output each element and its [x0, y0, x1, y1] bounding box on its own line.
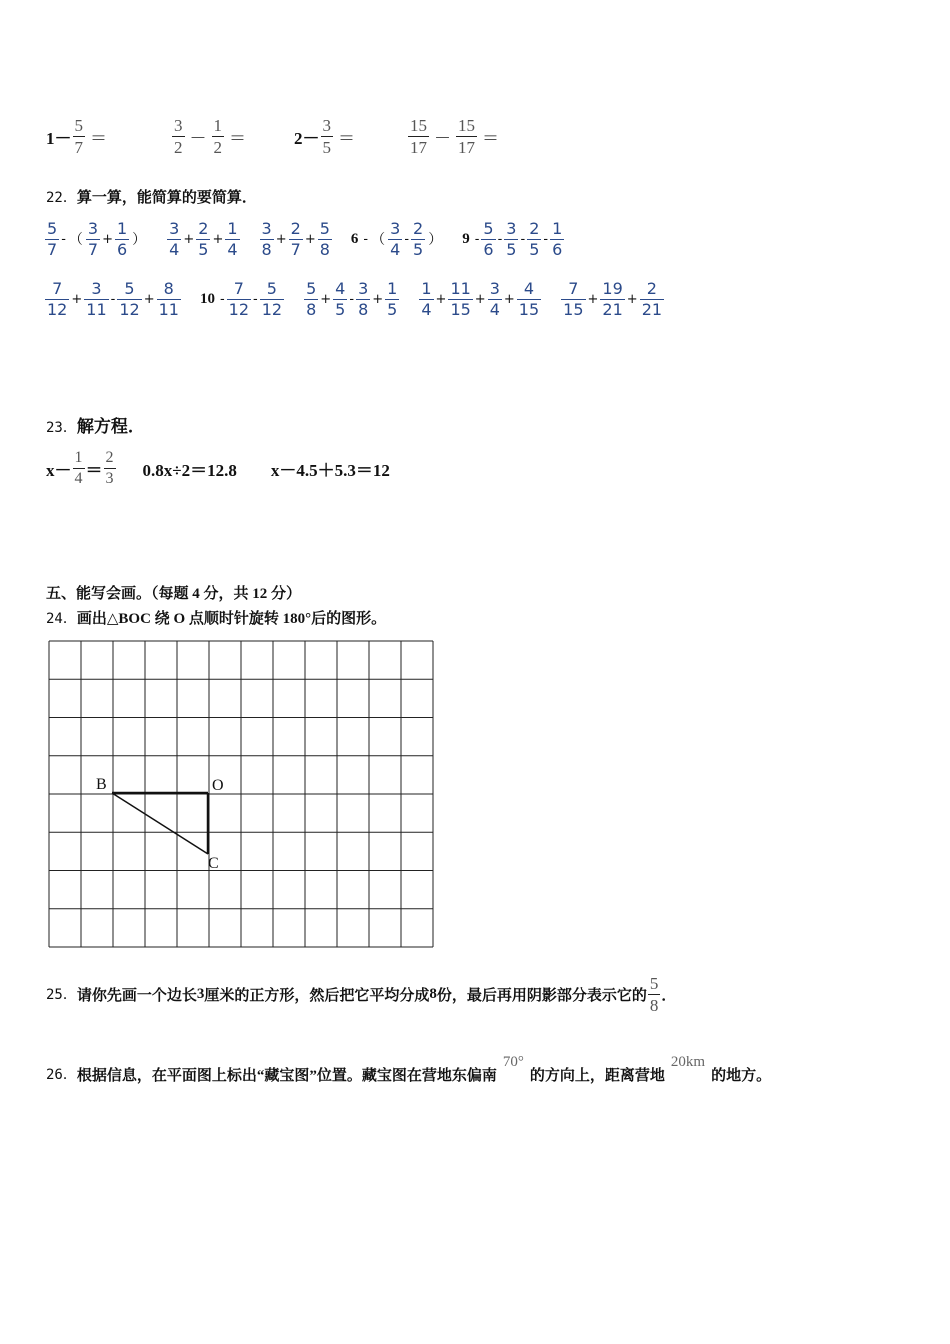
equation-1: x－ $\frac{1}{4}$ ＝ $\frac{2}{3}$: [46, 448, 114, 487]
fraction: $\frac{7}{15}$: [563, 278, 584, 319]
q21-expr-1: 1－ $\frac{5}{7}$ ＝: [46, 115, 107, 157]
fraction: $\frac{2}{3}$: [105, 448, 114, 487]
q26-line: 26． 根据信息，在平面图上标出“藏宝图”位置。藏宝图在营地东偏南 70° 的方向上，距离营地 20km 的地方。: [46, 1053, 772, 1084]
fraction: $\frac{2}{21}$: [641, 278, 663, 319]
fraction: $\frac{4}{15}$: [518, 278, 540, 319]
fraction: $\frac{1}{6}$: [552, 218, 563, 259]
fraction: $\frac{1}{6}$: [116, 218, 128, 259]
q21-expr-1-lead: 1－: [46, 128, 72, 148]
equation-3: x－4.5＋5.3＝12: [270, 460, 390, 480]
fraction: $\frac{7}{12}$: [47, 278, 68, 319]
label-o: O: [212, 777, 224, 794]
q25-line: 25． 请你先画一个边长 3 厘米的正方形，然后把它平均分成 8 份，最后再用阴影部分表示它的 $\frac{5}{8}$ ．: [46, 973, 677, 1015]
fraction: $\frac{5}{6}$: [483, 218, 494, 259]
fraction: $\frac{1}{2}$: [213, 115, 222, 157]
q22-row-2: $\frac{7}{12}$ + $\frac{3}{11}$ - $\frac{5}{12}$ + $\frac{8}{11}$ 10 - $\frac{7}{12}$ - $\frac{5}{12}$ $\frac{5}{8}$ + $\frac{4}{5}$ - $\frac{3}{8}$ + $\frac{1}{5}$ $\frac{1}{4}$ + $\frac{11}{15}$ + $\frac{3}{4}$ + $\frac{4}{15}$ $\frac{7}{15}$ + $\frac{19}{21}$ + $\frac{2}{21}$: [47, 278, 663, 319]
q21-expr-4: $\frac{15}{17}$ － $\frac{15}{17}$ ＝: [410, 115, 499, 157]
fraction: $\frac{2}{5}$: [529, 218, 540, 259]
q23-heading: 23．解方程．: [46, 417, 145, 436]
fraction: $\frac{3}{8}$: [358, 278, 369, 319]
fraction: $\frac{1}{5}$: [387, 278, 398, 319]
equation-2: 0.8x÷2＝12.8: [142, 460, 237, 480]
segment-bc: [112, 793, 208, 854]
label-c: C: [208, 855, 219, 872]
q21-expr-2: $\frac{3}{2}$ － $\frac{1}{2}$ ＝: [174, 115, 246, 157]
fraction: $\frac{5}{7}$: [47, 218, 58, 259]
fraction: $\frac{3}{2}$: [174, 115, 183, 157]
fraction: $\frac{2}{5}$: [198, 218, 209, 259]
label-b: B: [96, 776, 107, 793]
fraction: $\frac{5}{8}$: [649, 973, 659, 1015]
fraction: $\frac{15}{17}$: [458, 115, 475, 157]
q22-heading: 22．算一算，能简算的要简算．: [46, 190, 257, 206]
fraction: $\frac{7}{12}$: [228, 278, 250, 319]
fraction: $\frac{1}{4}$: [227, 218, 238, 259]
angle-value: 70°: [502, 1053, 524, 1070]
fraction: $\frac{3}{11}$: [86, 278, 107, 319]
distance-value: 20km: [670, 1053, 706, 1070]
fraction: $\frac{3}{4}$: [169, 218, 180, 259]
fraction: $\frac{5}{8}$: [319, 218, 330, 259]
grid-svg: [48, 640, 434, 948]
fraction: $\frac{19}{21}$: [602, 278, 623, 319]
fraction: $\frac{5}{8}$: [306, 278, 317, 319]
rotation-grid: [48, 640, 434, 953]
fraction: $\frac{3}{5}$: [322, 115, 331, 157]
q21-expression-row: [46, 100, 503, 172]
fraction: $\frac{11}{15}$: [450, 278, 471, 319]
fraction: $\frac{4}{5}$: [335, 278, 346, 319]
q21-expr-3: 2－ $\frac{3}{5}$ ＝: [294, 115, 355, 157]
fraction: $\frac{2}{7}$: [290, 218, 301, 259]
fraction: $\frac{15}{17}$: [410, 115, 427, 157]
triangle-boc: [112, 793, 208, 854]
fraction: $\frac{5}{12}$: [119, 278, 140, 319]
fraction: $\frac{3}{5}$: [506, 218, 517, 259]
q22-row-1: $\frac{5}{7}$ - （ $\frac{3}{7}$ + $\frac{1}{6}$ ） $\frac{3}{4}$ + $\frac{2}{5}$ + $\frac{1}{4}$ $\frac{3}{8}$ + $\frac{2}{7}$ + $\frac{5}{8}$ 6 - （ $\frac{3}{4}$ - $\frac{2}{5}$ ） 9 - $\frac{5}{6}$ - $\frac{3}{5}$ - $\frac{2}{5}$ - $\frac{1}{6}$: [47, 218, 563, 259]
fraction: $\frac{1}{4}$: [74, 448, 83, 487]
fraction: $\frac{3}{4}$: [489, 278, 500, 319]
fraction: $\frac{3}{8}$: [261, 218, 272, 259]
section-5-heading: 五、能写会画。（每题 4 分，共 12 分）: [46, 586, 302, 602]
fraction: $\frac{3}{7}$: [87, 218, 99, 259]
q24-heading: 24．画出△BOC 绕 O 点顺时针旋转 180°后的图形。: [46, 611, 387, 627]
q23-equations-row: [46, 440, 390, 496]
fraction: $\frac{5}{12}$: [261, 278, 283, 319]
fraction: $\frac{2}{5}$: [413, 218, 424, 259]
fraction: $\frac{3}{4}$: [390, 218, 401, 259]
fraction: $\frac{5}{7}$: [74, 115, 83, 157]
fraction: $\frac{1}{4}$: [421, 278, 432, 319]
fraction: $\frac{8}{11}$: [158, 278, 179, 319]
